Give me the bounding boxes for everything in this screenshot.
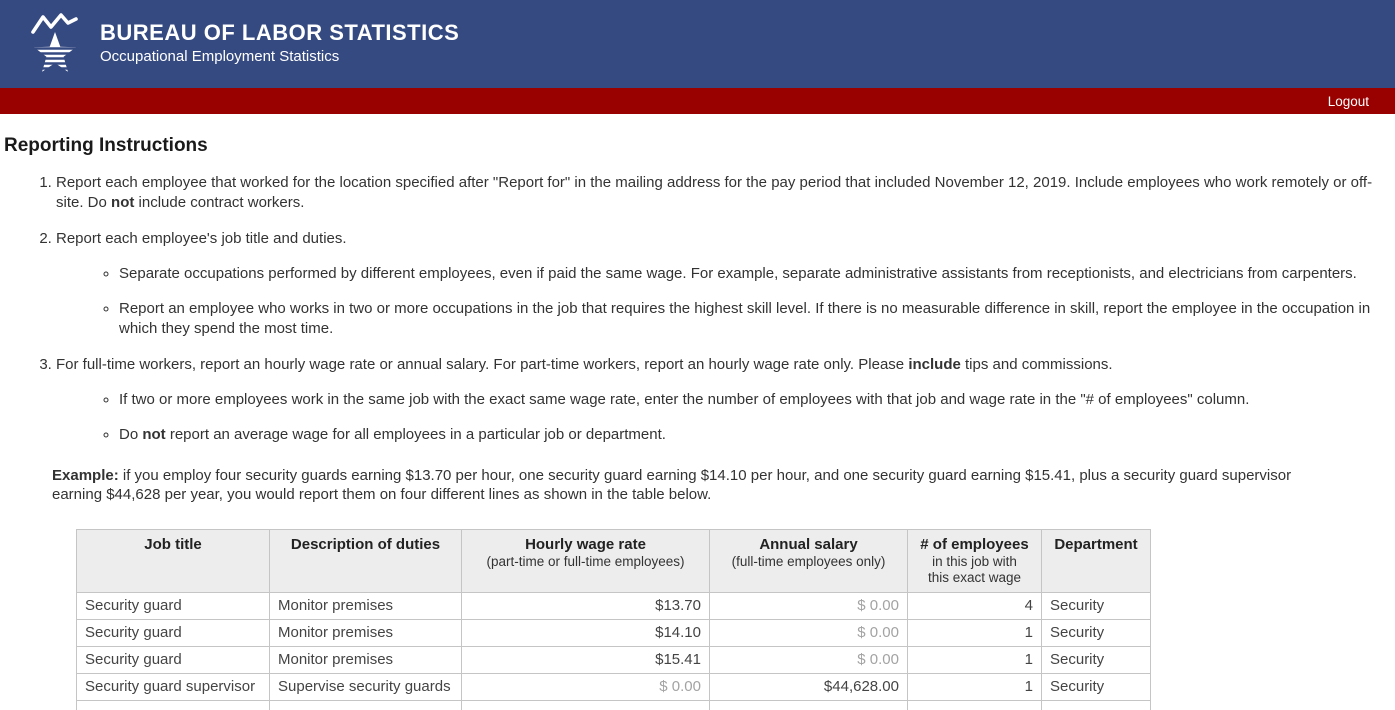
instruction-3-sub-1: ◦ If two or more employees work in the same job with the exact same wage rate, enter the number of employees with that job and wage rate in the "# of employees" column. — [119, 390, 1379, 410]
cell-annual-salary: $ 0.00 — [710, 592, 908, 619]
col-header-num-employees: # of employees in this job with this exact wage — [908, 529, 1042, 592]
table-row — [77, 673, 1151, 700]
cell-description: Supervise security guards — [270, 673, 462, 700]
cell-employee-count: 4 — [908, 592, 1042, 619]
cell-empty — [270, 700, 462, 710]
cell-employee-count: 1 — [908, 619, 1042, 646]
cell-department: Security — [1042, 646, 1151, 673]
top-banner — [0, 0, 1395, 88]
program-subtitle: Occupational Employment Statistics — [100, 48, 340, 65]
cell-department: Security — [1042, 673, 1151, 700]
table-header-row — [77, 529, 1151, 592]
cell-annual-salary: $ 0.00 — [710, 619, 908, 646]
main-content — [0, 114, 1395, 710]
instruction-1-text-end: include contract workers. — [134, 193, 305, 211]
instruction-2-text: Report each employee's job title and duties. — [56, 230, 347, 247]
instruction-2-sub-list — [56, 264, 1379, 339]
col-header-description: Description of duties — [270, 529, 462, 592]
cell-empty — [710, 700, 908, 710]
instruction-3-sub-list — [56, 390, 1379, 445]
cell-hourly-wage: $14.10 — [462, 619, 710, 646]
instruction-3-bold: include — [908, 356, 961, 373]
instruction-1-text: Report each employee that worked for the location specified after "Report for" in the mailing address for the pay period that included November 12, 2019. Include employees who work remotely or off-site. Do — [56, 174, 1373, 211]
cell-empty — [908, 700, 1042, 710]
example-text: if you employ four security guards earning $13.70 per hour, one security guard earning $14.10 per hour, and one security guard earning $15.41, plus a security guard supervisor earning $44,628 per year, you would report them on four different lines as shown in the table below. — [52, 466, 1292, 503]
cell-empty — [462, 700, 710, 710]
col-header-department: Department — [1042, 529, 1151, 592]
instruction-item-2 — [56, 229, 1379, 338]
instruction-3-sub-2-bold: not — [142, 426, 166, 443]
agency-title: BUREAU OF LABOR STATISTICS — [100, 20, 460, 45]
bls-star-logo-icon — [26, 12, 84, 76]
col-header-job-title: Job title — [77, 529, 270, 592]
cell-job-title: Security guard supervisor — [77, 673, 270, 700]
cell-hourly-wage: $13.70 — [462, 592, 710, 619]
cell-department: Security — [1042, 592, 1151, 619]
table-row — [77, 592, 1151, 619]
instruction-1-bold: not — [111, 193, 135, 211]
cell-hourly-wage: $15.41 — [462, 646, 710, 673]
cell-empty — [1042, 700, 1151, 710]
cell-empty — [77, 700, 270, 710]
red-nav-bar — [0, 88, 1395, 114]
cell-annual-salary: $ 0.00 — [710, 646, 908, 673]
page-title: Reporting Instructions — [4, 135, 208, 156]
cell-employee-count: 1 — [908, 646, 1042, 673]
example-label: Example: — [52, 466, 119, 484]
cell-job-title: Security guard — [77, 646, 270, 673]
cell-job-title: Security guard — [77, 619, 270, 646]
instruction-item-3 — [56, 355, 1379, 445]
cell-annual-salary: $44,628.00 — [710, 673, 908, 700]
col-header-annual-salary: Annual salary (full-time employees only) — [710, 529, 908, 592]
table-row — [77, 619, 1151, 646]
instruction-3-text: For full-time workers, report an hourly wage rate or annual salary. For part-time workers, report an hourly wage rate only. Please — [56, 356, 909, 373]
cell-description: Monitor premises — [270, 646, 462, 673]
instruction-2-sub-1: ◦ Separate occupations performed by different employees, even if paid the same wage. For example, separate administrative assistants from receptionists, and electricians from carpenters. — [119, 264, 1379, 284]
logout-link[interactable]: Logout — [1327, 93, 1369, 109]
instruction-3-sub-2-text: Do — [119, 426, 143, 443]
instruction-3-text-end: tips and commissions. — [960, 356, 1113, 373]
example-wage-table — [76, 529, 1151, 710]
table-row — [77, 646, 1151, 673]
table-header — [77, 529, 1151, 592]
instruction-3-sub-2-text-end: report an average wage for all employees in a particular job or department. — [165, 426, 666, 443]
instruction-3-sub-2 — [119, 425, 1379, 445]
cell-description: Monitor premises — [270, 592, 462, 619]
example-paragraph — [52, 466, 1342, 505]
instruction-item-1 — [56, 173, 1379, 212]
instructions-list — [4, 173, 1379, 445]
table-row-partial — [77, 700, 1151, 710]
banner-titles — [100, 21, 459, 67]
col-header-hourly-wage: Hourly wage rate (part-time or full-time employees) — [462, 529, 710, 592]
cell-job-title: Security guard — [77, 592, 270, 619]
cell-department: Security — [1042, 619, 1151, 646]
instruction-2-sub-2: ◦ Report an employee who works in two or more occupations in the job that requires the highest skill level. If there is no measurable difference in skill, report the employee in the occupation in which they spend the most time. — [119, 299, 1379, 338]
cell-description: Monitor premises — [270, 619, 462, 646]
cell-hourly-wage: $ 0.00 — [462, 673, 710, 700]
cell-employee-count: 1 — [908, 673, 1042, 700]
